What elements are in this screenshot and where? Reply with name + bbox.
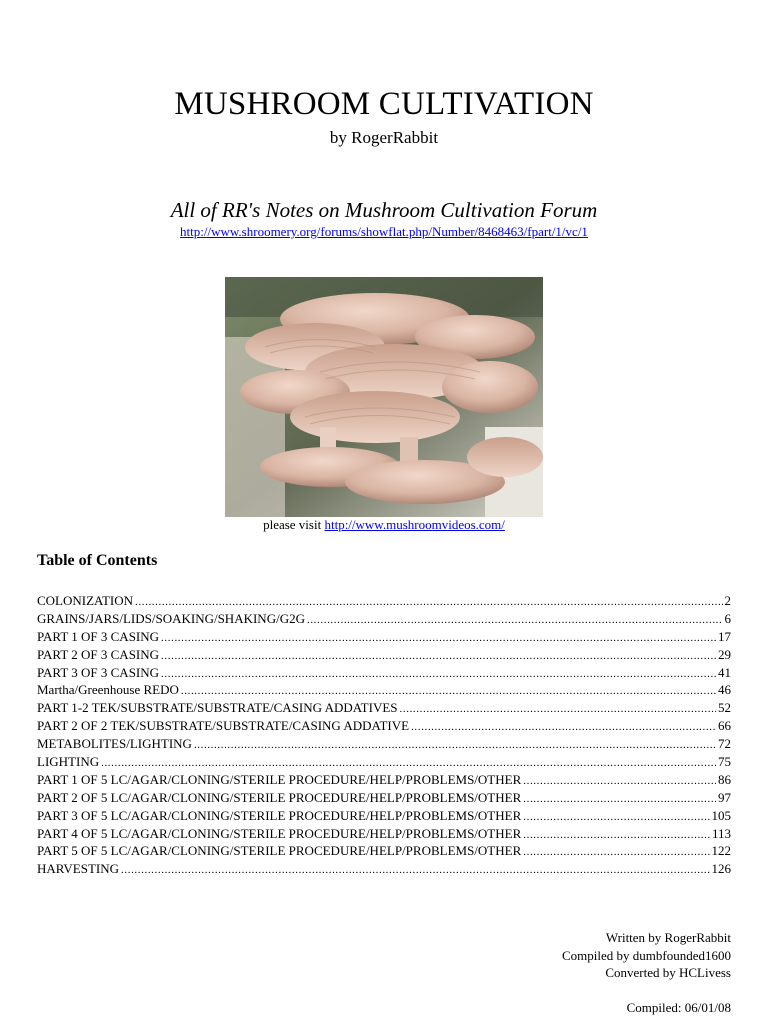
forum-link[interactable]: http://www.shroomery.org/forums/showflat.php/Number/8468463/fpart/1/vc/1 (180, 224, 588, 239)
toc-entry-page: 97 (718, 789, 731, 805)
toc-leader-dots (523, 791, 716, 809)
toc-leader-dots (194, 737, 716, 755)
toc-entry[interactable] (37, 681, 731, 699)
toc-entry[interactable] (37, 646, 731, 664)
toc-leader-dots (523, 827, 710, 845)
converted-by: Converted by HCLivess (605, 965, 731, 980)
toc-entry-title: GRAINS/JARS/LIDS/SOAKING/SHAKING/G2G (37, 610, 305, 626)
toc-entry-title: PART 3 OF 5 LC/AGAR/CLONING/STERILE PROCEDURE/HELP/PROBLEMS/OTHER (37, 807, 522, 823)
compiled-date-block (627, 999, 731, 1017)
toc-entry[interactable] (37, 699, 731, 717)
toc-entry[interactable] (37, 717, 731, 735)
toc-entry-page: 29 (718, 646, 731, 662)
oyster-mushroom-photo (225, 277, 543, 517)
toc-entry-title: PART 5 OF 5 LC/AGAR/CLONING/STERILE PROCEDURE/HELP/PROBLEMS/OTHER (37, 843, 522, 859)
toc-entry-page: 41 (718, 664, 731, 680)
toc-entry-page: 113 (711, 825, 731, 841)
toc-leader-dots (523, 809, 709, 827)
visit-line (0, 517, 768, 533)
toc-entry-page: 52 (718, 700, 731, 716)
compiled-date: Compiled: 06/01/08 (626, 1000, 731, 1015)
mushroomvideos-link[interactable]: http://www.mushroomvideos.com/ (324, 517, 505, 532)
toc-entry-page: 75 (718, 754, 731, 770)
toc-entry[interactable] (37, 753, 731, 771)
toc-entry-page: 46 (718, 682, 731, 698)
toc-entry[interactable] (37, 610, 731, 628)
toc-entry[interactable] (37, 825, 731, 843)
toc-entry-title: HARVESTING (37, 861, 120, 877)
toc-entry-title: PART 2 OF 5 LC/AGAR/CLONING/STERILE PROCEDURE/HELP/PROBLEMS/OTHER (37, 789, 522, 805)
toc-entry-title: METABOLITES/LIGHTING (37, 736, 192, 752)
toc-heading: Table of Contents (37, 552, 158, 569)
compiled-by: Compiled by dumbfounded1600 (562, 947, 731, 963)
toc-leader-dots (161, 666, 716, 684)
toc-entry-page: 72 (718, 736, 731, 752)
toc-entry[interactable] (37, 664, 731, 682)
toc-entry-page: 122 (711, 843, 731, 859)
written-by: Written by RogerRabbit (605, 930, 731, 945)
toc-leader-dots (400, 701, 716, 719)
toc-entry-page: 6 (724, 610, 731, 626)
toc-entry[interactable] (37, 807, 731, 825)
toc-entry-title: Martha/Greenhouse REDO (37, 682, 179, 698)
toc-entry[interactable] (37, 789, 731, 807)
toc-entry-title: PART 1-2 TEK/SUBSTRATE/SUBSTRATE/CASING ADDATIVES (37, 700, 398, 716)
visit-prefix: please visit (263, 517, 322, 532)
toc-entry[interactable] (37, 842, 731, 860)
toc-leader-dots (121, 862, 709, 880)
toc-entry-title: PART 3 OF 3 CASING (37, 664, 160, 680)
toc-entry-title: PART 4 OF 5 LC/AGAR/CLONING/STERILE PROCEDURE/HELP/PROBLEMS/OTHER (37, 825, 522, 841)
toc-entry-title: PART 1 OF 3 CASING (37, 628, 160, 644)
document-title: MUSHROOM CULTIVATION (174, 86, 594, 122)
toc-entry-title: COLONIZATION (37, 593, 134, 608)
toc-entry-title: PART 1 OF 5 LC/AGAR/CLONING/STERILE PROCEDURE/HELP/PROBLEMS/OTHER (37, 771, 522, 787)
toc-leader-dots (161, 648, 716, 666)
toc-entry[interactable] (37, 860, 731, 878)
toc-entry[interactable] (37, 592, 731, 610)
credits-block (562, 929, 731, 982)
toc-leader-dots (523, 773, 716, 791)
toc-entry-page: 86 (718, 771, 731, 787)
toc-entry-page: 66 (718, 718, 731, 734)
toc-entry-page: 105 (711, 807, 731, 823)
toc-entry[interactable] (37, 735, 731, 753)
toc-leader-dots (161, 630, 716, 648)
document-subtitle: All of RR's Notes on Mushroom Cultivation Forum (170, 198, 598, 222)
author-line: by RogerRabbit (329, 128, 439, 147)
toc-leader-dots (307, 612, 723, 630)
forum-link-line (0, 224, 768, 240)
toc-leader-dots (411, 719, 716, 737)
toc-entry[interactable] (37, 628, 731, 646)
table-of-contents (37, 592, 731, 878)
toc-entry-title: PART 2 OF 3 CASING (37, 646, 160, 662)
toc-leader-dots (523, 844, 709, 862)
toc-entry-title: PART 2 OF 2 TEK/SUBSTRATE/SUBSTRATE/CASING ADDATIVE (37, 718, 410, 734)
toc-entry-title: LIGHTING (37, 754, 100, 770)
toc-entry-page: 126 (711, 861, 731, 877)
toc-entry-page: 2 (724, 593, 731, 608)
toc-entry[interactable] (37, 771, 731, 789)
toc-entry-page: 17 (718, 628, 731, 644)
